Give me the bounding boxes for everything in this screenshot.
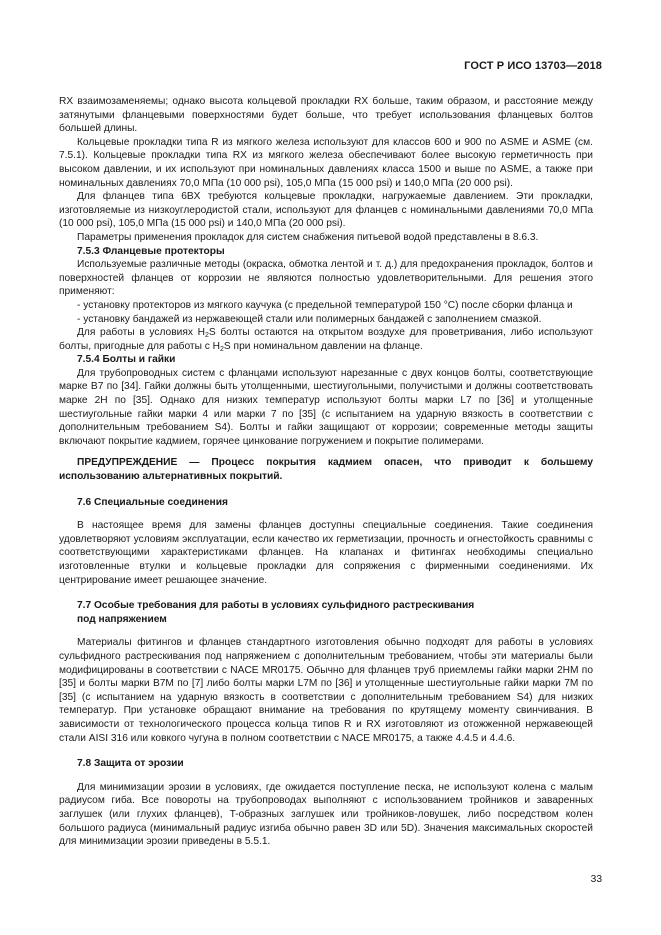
paragraph: Параметры применения прокладок для систем снабжения питьевой водой представлены в 8.6.3. <box>77 231 539 243</box>
warning-note: ПРЕДУПРЕЖДЕНИЕ — Процесс покрытия кадмием опасен, что приводит к большему использованию альтернативных покрытий. <box>59 457 593 483</box>
paragraph: RX взаимозаменяемы; однако высота кольцевой прокладки RX больше, таким образом, и расстояние между затянутыми фланцевыми поверхностями будет больше, что требует использования фланцевых болтов большей длины. <box>59 96 593 135</box>
standard-header: ГОСТ Р ИСО 13703—2018 <box>464 60 602 72</box>
paragraph: Материалы фитингов и фланцев стандартного изготовления обычно подходят для работы в условиях сульфидного растрескивания под напряжением с дополнительным требованием, чтобы эти материалы были модифицированы в соответствии с NACE MR0175. Обычно для фланцев труб приемлемы гайки марки 2HM по [35] и болты марки B7M по [7] либо болты марки L7M по [36] и утолщенные шестиугольные гайки марки 7M по [35] (с испытанием на ударную вязкость в соответствии с дополнительным требованием S4) для низких температур. При установке обращают внимание на требования по крутящему моменту свинчивания. В зависимости от технологического процесса кольца типов R и RX изготовляют из отожженной нержавеющей стали AISI 316 или ковкого чугуна в полном соответствии с NACE MR0175, а также 4.4.5 и 4.4.6. <box>59 637 593 744</box>
section-heading-7-5-4: 7.5.4 Болты и гайки <box>77 354 176 366</box>
list-item: - установку протекторов из мягкого каучука (с предельной температурой 150 °C) после сборки фланца и <box>77 299 573 311</box>
paragraph: Кольцевые прокладки типа R из мягкого железа используют для классов 600 и 900 по ASME и ASME (см. 7.5.1). Кольцевые прокладки типа RX из мягкого железа обеспечивают более высокую герметичность при высоком давлении, и их используют при номинальных давлениях класса 1500 и выше по ASME, а также при номинальных давлениях 70,0 МПа (10 000 psi), 105,0 МПа (15 000 psi) и 140,0 МПа (20 000 psi). <box>59 136 593 189</box>
page-content <box>59 95 593 849</box>
subscript: 2 <box>220 345 224 353</box>
text-run: S болты остаются на открытом воздухе для проветривания, либо используют болты, пригодные для работы с H <box>59 327 594 352</box>
page-number: 33 <box>590 874 602 885</box>
paragraph-h2s <box>59 326 593 353</box>
paragraph: Для фланцев типа 6BX требуются кольцевые прокладки, нагружаемые давлением. Эти прокладки, изготовляемые из низкоуглеродистой стали, используют для фланцев с номинальными давлениями 70,0 МПа (10 000 psi), 105,0 МПа (15 000 psi) и 140,0 МПа (20 000 psi). <box>59 191 593 230</box>
list-item: - установку бандажей из нержавеющей стали или полимерных бандажей с заполнением смазкой. <box>77 313 542 325</box>
section-heading-7-5-3: 7.5.3 Фланцевые протекторы <box>77 245 225 257</box>
text-run: Для работы в условиях H <box>77 327 205 339</box>
paragraph: В настоящее время для замены фланцев доступны специальные соединения. Такие соединения удовлетворяют условиям эксплуатации, если качество их герметизации, прочность и огнестойкость сравнимы с соответствующими характеристиками фланцев. На клапанах и фитингах необходимы специально изготовленные втулки и кольцевые прокладки для сопряжения с фирменными соединениями. Их центрирование имеет решающее значение. <box>59 520 593 586</box>
paragraph: Используемые различные методы (окраска, обмотка лентой и т. д.) для предохранения прокладок, болтов и поверхностей фланцев от коррозии не являются полностью удовлетворительными. Для решения этого применяют: <box>59 259 593 298</box>
heading-line: 7.7 Особые требования для работы в условиях сульфидного растрескивания <box>77 600 475 612</box>
section-heading-7-6: 7.6 Специальные соединения <box>77 496 228 508</box>
paragraph: Для трубопроводных систем с фланцами используют нарезанные с двух концов болты, соответствующие марке B7 по [34]. Гайки должны быть утолщенными, шестиугольными, получистыми и должны соответствовать марке 2H по [35]. Однако для низких температур используют болты марки L7 по [36] и утолщенные шестиугольные гайки марки 4 или марки 7 по [35] (с испытанием на ударную вязкость в соответствии с дополнительным требованием S4). Болты и гайки защищают от коррозии; современные методы защиты включают покрытие кадмием, горячее цинкование погружением и покрытие полимерами. <box>59 367 593 447</box>
text-run: S при номинальном давлении на фланце. <box>223 340 423 352</box>
section-heading-7-7 <box>59 599 593 626</box>
heading-line: под напряжением <box>77 613 167 625</box>
paragraph: Для минимизации эрозии в условиях, где ожидается поступление песка, не используют колена с малым радиусом гиба. Все повороты на трубопроводах выполняют с использованием тройников и заваренных заглушек (или глухих фланцев), T-образных заглушек или тройников-ловушек, либо посредством колен большого радиуса (минимальный радиус изгиба обычно равен 3D или 5D). Значения максимальных скоростей для минимизации эрозии приведены в 5.5.1. <box>59 781 593 848</box>
subscript: 2 <box>204 332 209 340</box>
section-heading-7-8: 7.8 Защита от эрозии <box>77 758 184 770</box>
